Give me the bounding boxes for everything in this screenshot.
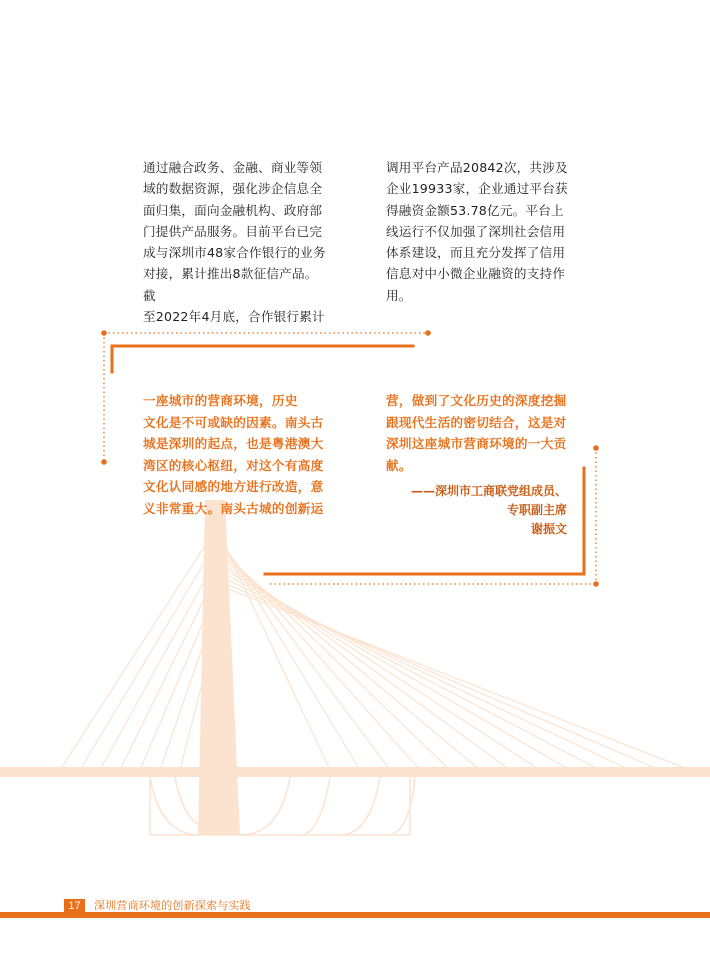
frame-dot-top-left xyxy=(101,330,107,336)
quote-text-left: 一座城市的营商环境，历史 文化是不可或缺的因素。南头古 城是深圳的起点，也是粤港澳大 湾区的核心枢纽，对这个有高度 文化认同感的地方进行改造，意 义非常重大。南头古城的创新运 xyxy=(143,393,324,516)
body-text-left: 通过融合政务、金融、商业等领 域的数据资源，强化涉企信息全 面归集，面向金融机构、政府部 门提供产品服务。目前平台已完 成与深圳市48家合作银行的业务 对接，累计推出8款征信产品。截 至2022年4月底，合作银行累计 xyxy=(143,160,326,325)
frame-corner-top-left xyxy=(112,346,413,372)
frame-dot-right-top xyxy=(593,445,599,451)
frame-dot-bottom-right xyxy=(593,581,599,587)
frame-dot-top-right xyxy=(425,330,431,336)
quote-text-right: 营，做到了文化历史的深度挖掘 跟现代生活的密切结合，这是对 深圳这座城市营商环境的一大贡 献。 xyxy=(386,393,567,473)
quote-attribution-line-2: 专职副主席 xyxy=(506,503,567,517)
page-number: 17 xyxy=(64,899,85,913)
quote-attribution-line-3: 谢振文 xyxy=(530,522,567,536)
quote-attribution-line-1: ——深圳市工商联党组成员、 xyxy=(410,484,567,498)
frame-dot-left-bottom xyxy=(101,459,107,465)
footer-title: 深圳营商环境的创新探索与实践 xyxy=(94,899,251,912)
body-text-right: 调用平台产品20842次，共涉及 企业19933家，企业通过平台获 得融资金额53.78亿元。平台上 线运行不仅加强了深圳社会信用 体系建设，而且充分发挥了信用 信息对中小微企业融资的支持作 用。 xyxy=(386,160,568,303)
